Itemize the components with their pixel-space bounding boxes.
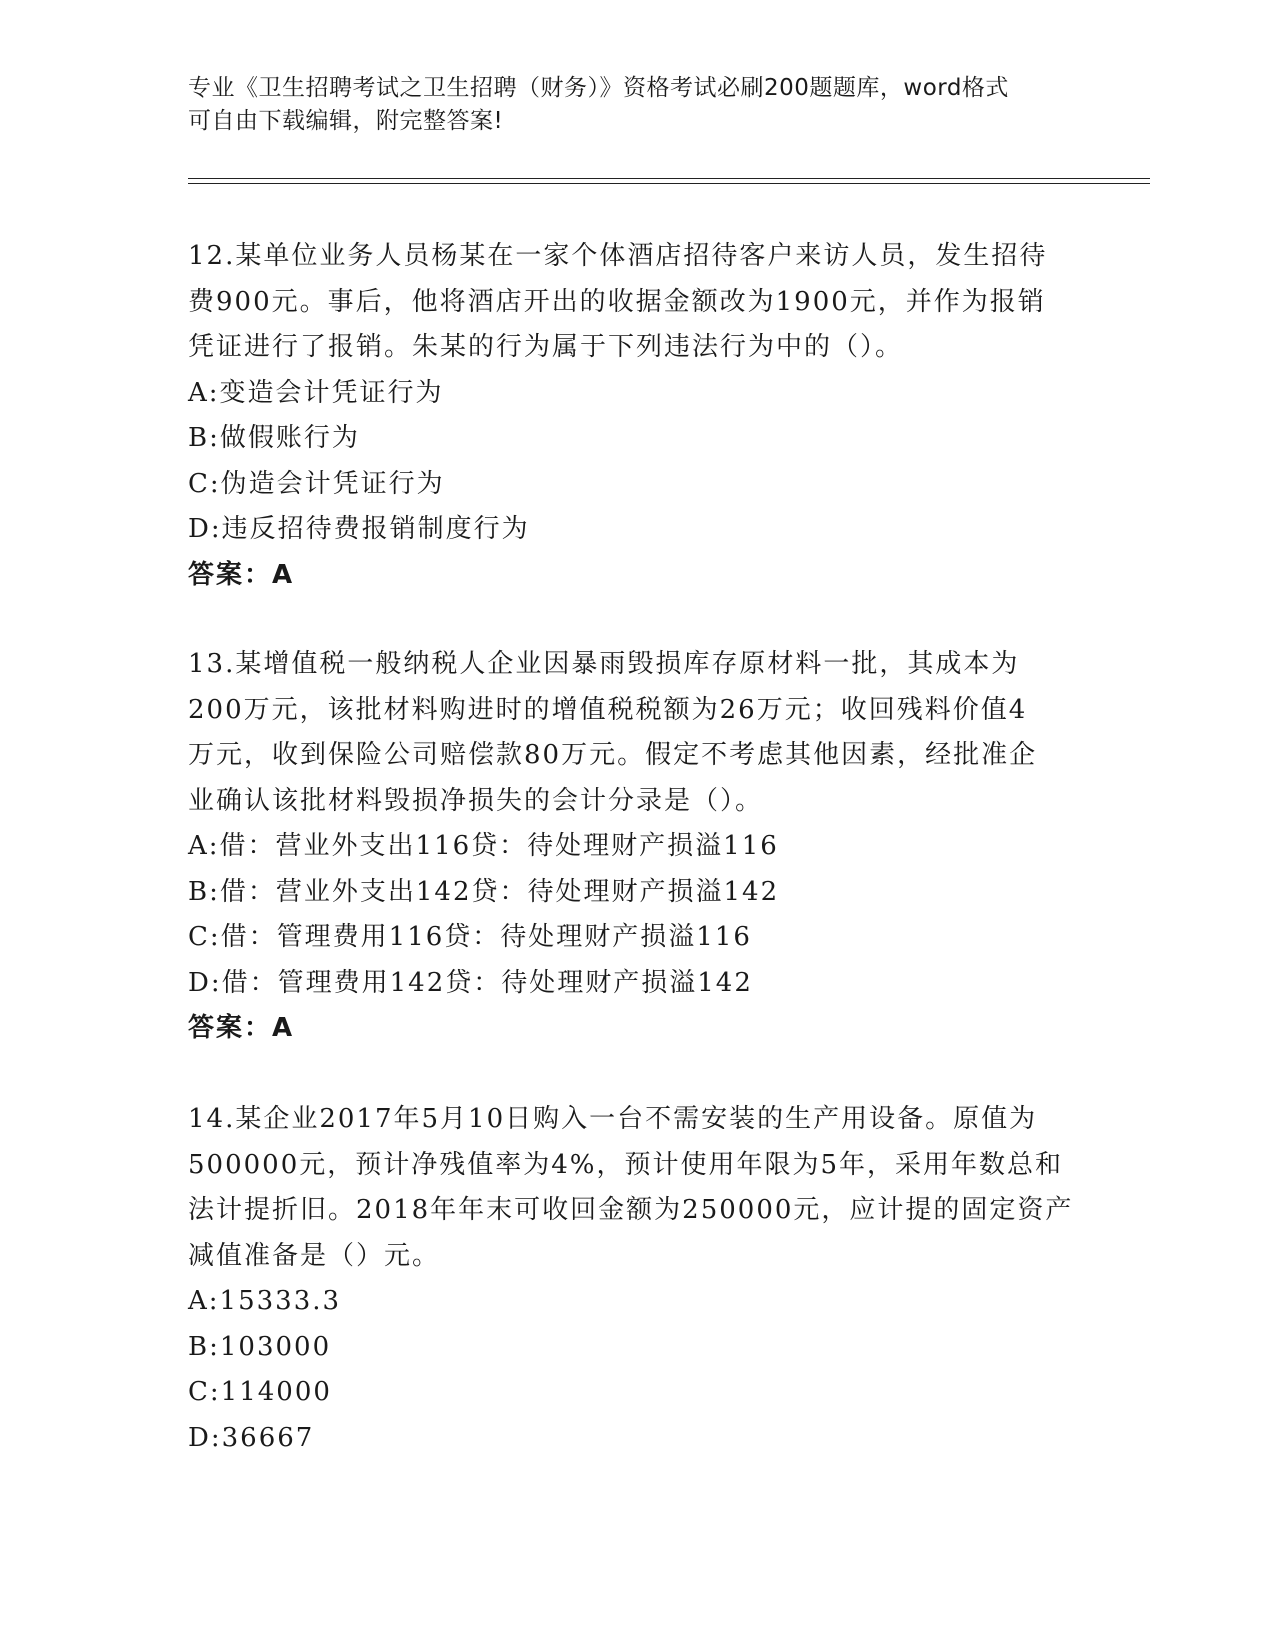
header-line-1: 专业《卫生招聘考试之卫生招聘（财务）》资格考试必刷200题题库，word格式 <box>188 75 1009 101</box>
question-stem-line: 200万元，该批材料购进时的增值税税额为26万元；收回残料价值4 <box>188 694 1028 725</box>
option-a: A:借：营业外支出116贷：待处理财产损溢116 <box>188 831 779 861</box>
answer: 答案：A <box>188 559 295 590</box>
header-line-2: 可自由下载编辑，附完整答案! <box>188 108 504 134</box>
option-b: B:103000 <box>188 1331 332 1362</box>
question-14 <box>188 1097 1088 1461</box>
option-c: C:114000 <box>188 1377 332 1407</box>
document-header <box>188 72 1088 138</box>
question-12 <box>188 234 1088 598</box>
option-c: C:借：管理费用116贷：待处理财产损溢116 <box>188 922 752 952</box>
question-13 <box>188 642 1088 1052</box>
header-divider-bottom <box>188 183 1150 184</box>
question-stem-line: 凭证进行了报销。朱某的行为属于下列违法行为中的（）。 <box>188 332 904 362</box>
option-a: A:变造会计凭证行为 <box>188 377 444 408</box>
question-stem-line: 13.某增值税一般纳税人企业因暴雨毁损库存原材料一批，其成本为 <box>188 649 1020 679</box>
option-d: D:违反招待费报销制度行为 <box>188 514 530 544</box>
option-d: D:借：管理费用142贷：待处理财产损溢142 <box>188 967 753 998</box>
question-stem-line: 万元，收到保险公司赔偿款80万元。假定不考虑其他因素，经批准企 <box>188 740 1038 770</box>
question-stem-line: 业确认该批材料毁损净损失的会计分录是（）。 <box>188 785 764 816</box>
option-d: D:36667 <box>188 1422 315 1453</box>
option-b: B:做假账行为 <box>188 423 360 453</box>
header-divider-top <box>188 178 1150 179</box>
question-stem-line: 12.某单位业务人员杨某在一家个体酒店招待客户来访人员，发生招待 <box>188 241 1048 271</box>
question-stem-line: 减值准备是（）元。 <box>188 1240 441 1271</box>
option-a: A:15333.3 <box>188 1286 342 1316</box>
answer: 答案：A <box>188 1013 295 1043</box>
question-stem-line: 14.某企业2017年5月10日购入一台不需安装的生产用设备。原值为 <box>188 1104 1038 1134</box>
question-stem-line: 法计提折旧。2018年年末可收回金额为250000元，应计提的固定资产 <box>188 1195 1074 1225</box>
question-stem-line: 500000元，预计净残值率为4%，预计使用年限为5年，采用年数总和 <box>188 1149 1064 1180</box>
question-stem-line: 费900元。事后，他将酒店开出的收据金额改为1900元，并作为报销 <box>188 286 1046 317</box>
option-b: B:借：营业外支出142贷：待处理财产损溢142 <box>188 876 780 907</box>
option-c: C:伪造会计凭证行为 <box>188 468 445 499</box>
